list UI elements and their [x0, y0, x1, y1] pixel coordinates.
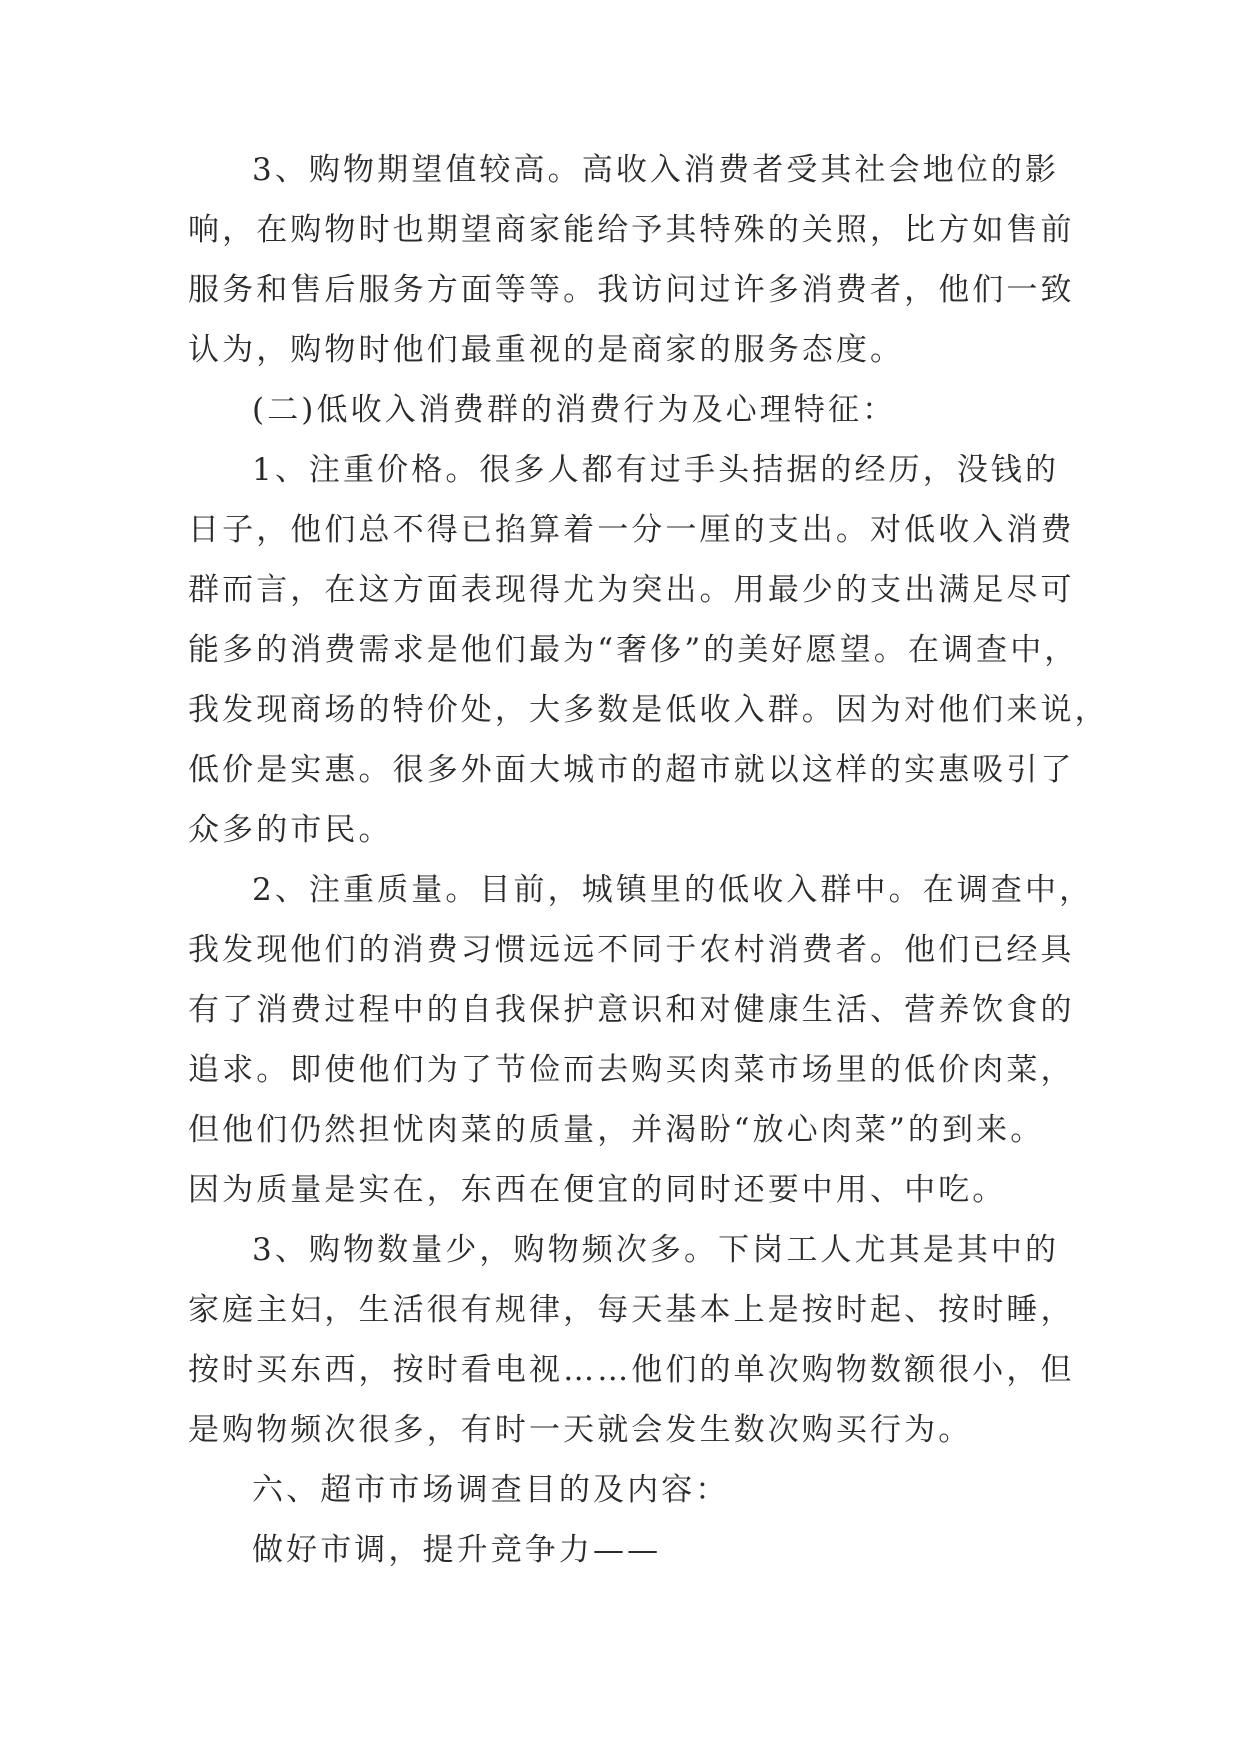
- paragraph-line: 服务和售后服务方面等等。我访问过许多消费者，他们一致: [188, 272, 1075, 308]
- paragraph-line: 追求。即使他们为了节俭而去购买肉菜市场里的低价肉菜，: [188, 1052, 1075, 1088]
- paragraph-line: 响，在购物时也期望商家能给予其特殊的关照，比方如售前: [188, 212, 1075, 248]
- paragraph-line: 低价是实惠。很多外面大城市的超市就以这样的实惠吸引了: [188, 752, 1075, 788]
- paragraph-line: 按时买东西，按时看电视……他们的单次购物数额很小，但: [188, 1352, 1075, 1388]
- paragraph-line: 能多的消费需求是他们最为“奢侈”的美好愿望。在调查中，: [188, 632, 1079, 668]
- section-heading: 六、超市市场调查目的及内容：: [252, 1472, 730, 1508]
- paragraph-line: 1、注重价格。很多人都有过手头拮据的经历，没钱的: [252, 452, 1060, 488]
- paragraph-line: 群而言，在这方面表现得尤为突出。用最少的支出满足尽可: [188, 572, 1075, 608]
- paragraph-line: 有了消费过程中的自我保护意识和对健康生活、营养饮食的: [188, 992, 1075, 1028]
- paragraph-line: 我发现商场的特价处，大多数是低收入群。因为对他们来说，: [188, 692, 1109, 728]
- paragraph-line: 2、注重质量。目前，城镇里的低收入群中。在调查中，: [252, 872, 1094, 908]
- section-heading: (二)低收入消费群的消费行为及心理特征：: [252, 392, 897, 428]
- paragraph-line: 众多的市民。: [188, 812, 393, 848]
- paragraph-line: 日子，他们总不得已掐算着一分一厘的支出。对低收入消费: [188, 512, 1075, 548]
- paragraph-line: 家庭主妇，生活很有规律，每天基本上是按时起、按时睡，: [188, 1292, 1075, 1328]
- paragraph-line: 3、购物期望值较高。高收入消费者受其社会地位的影: [252, 152, 1060, 188]
- paragraph-line: 因为质量是实在，东西在便宜的同时还要中用、中吃。: [188, 1172, 1007, 1208]
- paragraph-line: 我发现他们的消费习惯远远不同于农村消费者。他们已经具: [188, 932, 1075, 968]
- paragraph-line: 做好市调，提升竞争力——: [252, 1532, 662, 1568]
- paragraph-line: 3、购物数量少，购物频次多。下岗工人尤其是其中的: [252, 1232, 1060, 1268]
- paragraph-line: 是购物频次很多，有时一天就会发生数次购买行为。: [188, 1412, 973, 1448]
- paragraph-line: 但他们仍然担忧肉菜的质量，并渴盼“放心肉菜”的到来。: [188, 1112, 1045, 1148]
- paragraph-line: 认为，购物时他们最重视的是商家的服务态度。: [188, 332, 905, 368]
